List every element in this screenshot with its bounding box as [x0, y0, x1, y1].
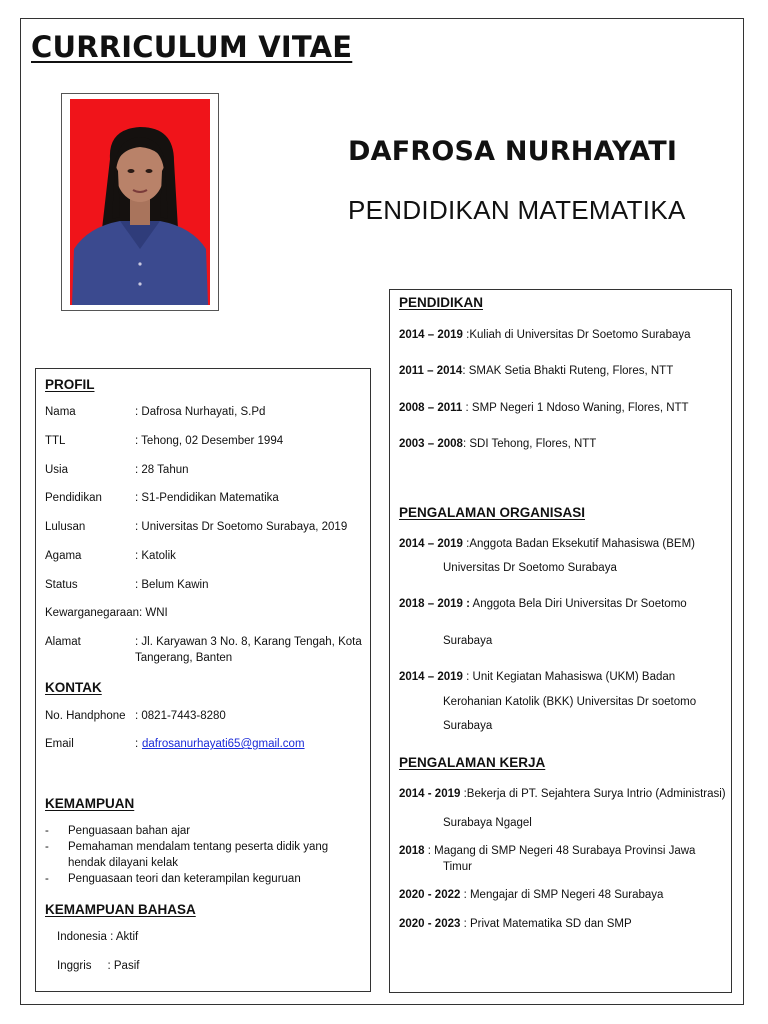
profile-label: Lulusan [45, 521, 86, 533]
work-heading: PENGALAMAN KERJA [399, 755, 546, 770]
education-years: 2003 – 2008 [399, 438, 463, 450]
work-years: 2018 [399, 845, 425, 857]
experience-box [389, 289, 732, 993]
education-years: 2014 – 2019 [399, 329, 463, 341]
skill-item: Penguasaan teori dan keterampilan keguruan [68, 873, 301, 885]
skill-item-continued: hendak dilayani kelak [68, 857, 178, 869]
education-years: 2011 – 2014 [399, 365, 463, 377]
email-colon: : [135, 738, 139, 750]
profile-value: : S1-Pendidikan Matematika [135, 492, 279, 504]
organization-item-continued: Kerohanian Katolik (BKK) Universitas Dr soetomo [443, 696, 697, 708]
organization-heading: PENGALAMAN ORGANISASI [399, 505, 586, 520]
work-text: : Mengajar di SMP Negeri 48 Surabaya [460, 889, 664, 901]
organization-item-continued: Surabaya [443, 720, 493, 732]
language-item: Indonesia : Aktif [57, 931, 139, 943]
work-text: : Magang di SMP Negeri 48 Surabaya Provinsi Jawa [424, 845, 696, 857]
education-item [399, 436, 596, 452]
profile-value: : Dafrosa Nurhayati, S.Pd [135, 406, 266, 418]
education-item [399, 327, 691, 343]
candidate-major: PENDIDIKAN MATEMATIKA [348, 195, 686, 225]
skill-item: Penguasaan bahan ajar [68, 825, 191, 837]
skills-heading: KEMAMPUAN [45, 796, 135, 811]
work-item [399, 843, 695, 859]
skill-item: Pemahaman mendalam tentang peserta didik yang [68, 841, 329, 853]
work-text: :Bekerja di PT. Sejahtera Surya Intrio (Administrasi) [460, 788, 726, 800]
profile-label: Nama [45, 406, 76, 418]
work-text: : Privat Matematika SD dan SMP [460, 918, 632, 930]
languages-heading: KEMAMPUAN BAHASA [45, 902, 196, 917]
organization-item-continued: Surabaya [443, 635, 493, 647]
education-text: : SDI Tehong, Flores, NTT [462, 438, 597, 450]
organization-text: : Unit Kegiatan Mahasiswa (UKM) Badan [462, 671, 676, 683]
work-item [399, 887, 663, 903]
profile-photo-frame [61, 93, 219, 311]
profile-label: Pendidikan [45, 492, 102, 504]
profile-value: : Tehong, 02 Desember 1994 [135, 435, 284, 447]
profile-label: Status [45, 579, 78, 591]
education-item [399, 400, 689, 416]
profile-label: Kewarganegaraan [45, 607, 139, 619]
education-text: : SMAK Setia Bhakti Ruteng, Flores, NTT [462, 365, 674, 377]
work-item-continued: Surabaya Ngagel [443, 817, 532, 829]
work-item-continued: Timur [443, 861, 472, 873]
organization-item [399, 669, 675, 685]
profile-photo [70, 99, 210, 305]
work-years: 2020 - 2022 [399, 889, 461, 901]
profile-value-continued: Tangerang, Banten [135, 652, 233, 664]
education-years: 2008 – 2011 [399, 402, 463, 414]
profile-value: : Jl. Karyawan 3 No. 8, Karang Tengah, Kota [135, 636, 362, 648]
organization-text: :Anggota Badan Eksekutif Mahasiswa (BEM) [462, 538, 695, 550]
organization-item [399, 596, 687, 612]
email-link[interactable]: dafrosanurhayati65@gmail.com [142, 738, 305, 750]
education-text: :Kuliah di Universitas Dr Soetomo Surabaya [462, 329, 691, 341]
phone-value: : 0821-7443-8280 [135, 710, 226, 722]
work-years: 2020 - 2023 [399, 918, 461, 930]
contact-heading: KONTAK [45, 680, 102, 695]
education-text: : SMP Negeri 1 Ndoso Waning, Flores, NTT [462, 402, 689, 414]
education-item [399, 363, 673, 379]
profile-label: Usia [45, 464, 69, 476]
profile-label: Alamat [45, 636, 81, 648]
candidate-name: DAFROSA NURHAYATI [348, 136, 678, 167]
work-item [399, 786, 726, 802]
bullet: - [45, 873, 49, 885]
organization-years: 2018 – 2019 : [399, 598, 470, 610]
bullet: - [45, 841, 49, 853]
work-years: 2014 - 2019 [399, 788, 461, 800]
profile-value: : WNI [139, 607, 168, 619]
email-label: Email [45, 738, 74, 750]
profile-label: TTL [45, 435, 66, 447]
profile-value: : Belum Kawin [135, 579, 209, 591]
education-heading: PENDIDIKAN [399, 295, 484, 310]
profile-value: : 28 Tahun [135, 464, 189, 476]
profile-heading: PROFIL [45, 377, 95, 392]
document-title: CURRICULUM VITAE [31, 30, 353, 64]
organization-years: 2014 – 2019 [399, 671, 463, 683]
profile-box [35, 368, 371, 992]
bullet: - [45, 825, 49, 837]
profile-label: Agama [45, 550, 82, 562]
phone-label: No. Handphone [45, 710, 126, 722]
profile-value: : Katolik [135, 550, 176, 562]
organization-item [399, 536, 695, 552]
work-item [399, 916, 632, 932]
organization-text: Anggota Bela Diri Universitas Dr Soetomo [469, 598, 687, 610]
portrait-image [70, 99, 210, 305]
organization-item-continued: Universitas Dr Soetomo Surabaya [443, 562, 617, 574]
profile-value: : Universitas Dr Soetomo Surabaya, 2019 [135, 521, 348, 533]
organization-years: 2014 – 2019 [399, 538, 463, 550]
language-item: Inggris : Pasif [57, 960, 140, 972]
